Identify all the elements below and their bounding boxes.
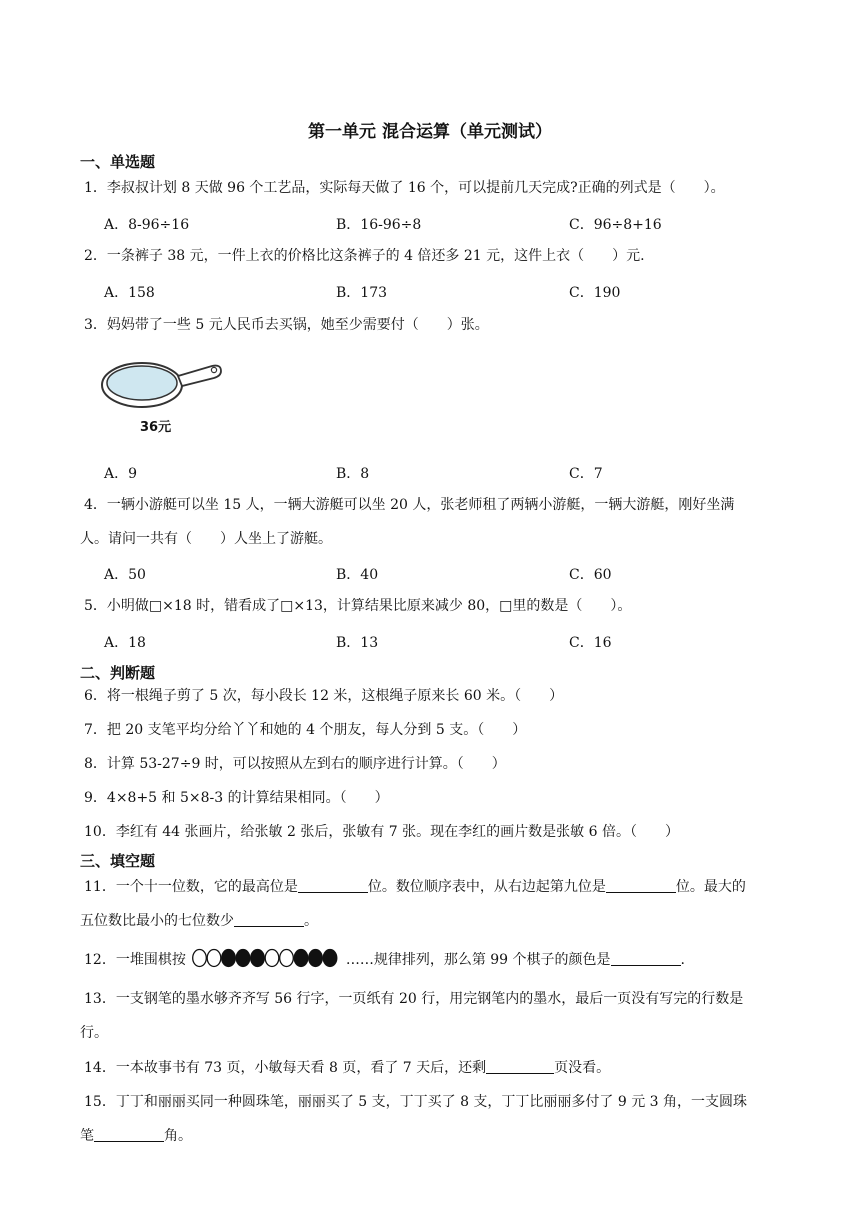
question-11-line-2 (80, 904, 810, 938)
question-6: 6．将一根绳子剪了 5 次，每小段长 12 米，这根绳子原来长 60 米。（ ） (84, 688, 564, 704)
question-1: 1．李叔叔计划 8 天做 96 个工艺品，实际每天做了 16 个，可以提前几天完成?正确的列式是（ ）。 (84, 180, 725, 196)
question-5: 5．小明做□×18 时，错看成了□×13，计算结果比原来减少 80，□里的数是（ ）。 (84, 598, 632, 614)
question-11-text-e: 。 (304, 913, 318, 929)
section-heading-fill-blank: 三、填空题 (80, 852, 156, 870)
black-stone (323, 950, 337, 967)
answer-blank[interactable] (486, 1059, 554, 1074)
frying-pan-image (100, 356, 230, 440)
section-heading-single-choice: 一、单选题 (80, 153, 156, 171)
option-a[interactable]: A．50 (104, 567, 146, 583)
question-15-line-1: 15．丁丁和丽丽买同一种圆珠笔，丽丽买了 5 支，丁丁买了 8 支，丁丁比丽丽多付了 9 元 3 角，一支圆珠 (84, 1094, 748, 1110)
price-label: 36元 (140, 420, 172, 435)
question-13-line-2: 行。 (80, 1025, 108, 1041)
go-stones-pattern (192, 947, 340, 981)
black-stone (236, 950, 250, 967)
page-title: 第一单元 混合运算（单元测试） (308, 122, 552, 142)
question-9: 9．4×8+5 和 5×8-3 的计算结果相同。（ ） (84, 790, 389, 806)
question-12 (84, 943, 814, 981)
option-c[interactable]: C．7 (569, 466, 603, 482)
question-4-line-2: 人。请问一共有（ ）人坐上了游艇。 (80, 531, 332, 547)
question-12-text-a: 12．一堆围棋按 (84, 952, 186, 968)
answer-blank[interactable] (298, 878, 368, 893)
option-b[interactable]: B．16-96÷8 (336, 217, 422, 233)
question-12-text-b: ……规律排列，那么第 99 个棋子的颜色是 (345, 952, 611, 968)
option-c[interactable]: C．60 (569, 567, 612, 583)
section-heading-true-false: 二、判断题 (80, 664, 156, 682)
question-14-text-b: 页没看。 (554, 1060, 611, 1076)
black-stone (222, 950, 236, 967)
answer-blank[interactable] (94, 1127, 164, 1142)
question-8: 8．计算 53-27÷9 时，可以按照从左到右的顺序进行计算。（ ） (84, 756, 506, 772)
question-3: 3．妈妈带了一些 5 元人民币去买锅，她至少需要付（ ）张。 (84, 317, 489, 333)
white-stone (207, 950, 221, 967)
question-14-text-a: 14．一本故事书有 73 页，小敏每天看 8 页，看了 7 天后，还剩 (84, 1060, 487, 1076)
question-15-text-b: 角。 (164, 1128, 192, 1144)
question-2: 2．一条裤子 38 元，一件上衣的价格比这条裤子的 4 倍还多 21 元，这件上衣（ ）元. (84, 248, 645, 264)
answer-blank[interactable] (606, 878, 676, 893)
option-a[interactable]: A．18 (104, 635, 146, 651)
question-15-line-2 (80, 1119, 810, 1153)
black-stone (251, 950, 265, 967)
question-11-text-b: 位。数位顺序表中，从右边起第九位是 (367, 879, 606, 895)
white-stone (193, 950, 207, 967)
option-b[interactable]: B．40 (336, 567, 379, 583)
question-15-text-a: 笔 (80, 1128, 94, 1144)
option-a[interactable]: A．8-96÷16 (104, 217, 190, 233)
question-4-line-1: 4．一辆小游艇可以坐 15 人，一辆大游艇可以坐 20 人，张老师租了两辆小游艇，一辆大游艇，刚好坐满 (84, 497, 735, 513)
white-stone (265, 950, 279, 967)
question-7: 7．把 20 支笔平均分给丫丫和她的 4 个朋友，每人分到 5 支。（ ） (84, 722, 527, 738)
option-c[interactable]: C．96÷8+16 (569, 217, 662, 233)
option-b[interactable]: B．173 (336, 285, 388, 301)
option-c[interactable]: C．190 (569, 285, 621, 301)
option-c[interactable]: C．16 (569, 635, 612, 651)
black-stone (294, 950, 308, 967)
question-12-text-c: . (680, 952, 685, 968)
question-11-text-a: 11．一个十一位数，它的最高位是 (84, 879, 298, 895)
question-13-line-1: 13．一支钢笔的墨水够齐齐写 56 行字，一页纸有 20 行，用完钢笔内的墨水，最后一页没有写完的行数是 (84, 991, 744, 1007)
black-stone (309, 950, 323, 967)
go-stones-icon (192, 948, 340, 968)
white-stone (280, 950, 294, 967)
answer-blank[interactable] (234, 912, 304, 927)
question-10: 10．李红有 44 张画片，给张敏 2 张后，张敏有 7 张。现在李红的画片数是张敏 6 倍。（ ） (84, 824, 679, 840)
question-14 (84, 1051, 814, 1085)
option-a[interactable]: A．9 (104, 466, 138, 482)
option-b[interactable]: B．13 (336, 635, 379, 651)
answer-blank[interactable] (611, 951, 681, 966)
question-11-text-c: 位。最大的 (675, 879, 746, 895)
option-a[interactable]: A．158 (104, 285, 155, 301)
question-11-text-d: 五位数比最小的七位数少 (80, 913, 234, 929)
question-11-line-1 (84, 870, 814, 904)
option-b[interactable]: B．8 (336, 466, 370, 482)
